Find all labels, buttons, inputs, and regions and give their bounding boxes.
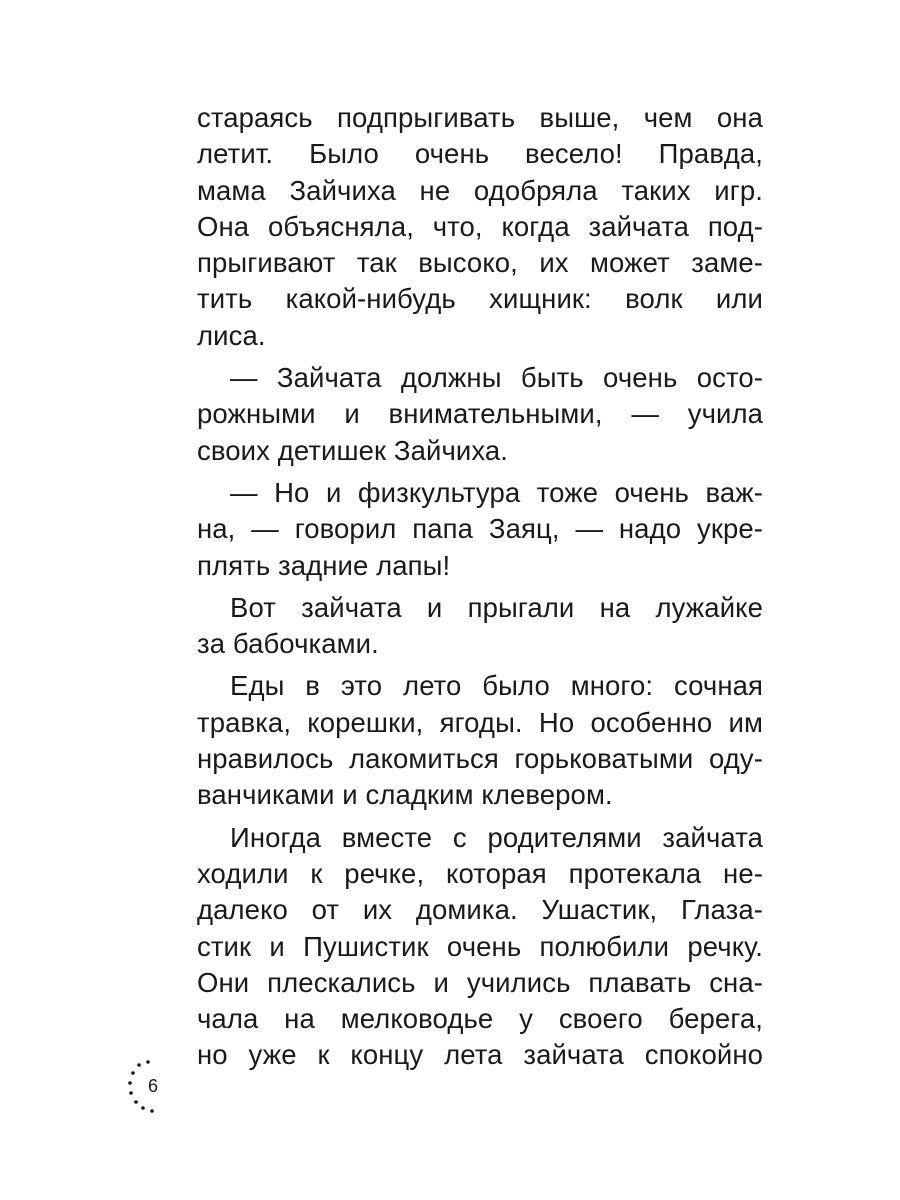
text-line: — Зайчата должны быть очень осто- [230, 362, 763, 394]
text-line: на, — говорил папа Заяц, — надо укре- [197, 513, 763, 545]
text-line: Она объясняла, что, когда зайчата под- [197, 210, 763, 242]
text-line: нравилось лакомиться горьковатыми оду- [197, 743, 763, 775]
text-line: — Но и физкультура тоже очень важ- [230, 476, 763, 508]
text-line: плять задние лапы! [197, 549, 451, 581]
paragraph [197, 475, 763, 584]
text-line: Вот зайчата и прыгали на лужайке [230, 591, 763, 623]
text-line: мама Зайчиха не одобряла таких игр. [197, 174, 763, 206]
text-line: стараясь подпрыгивать выше, чем она [197, 102, 763, 133]
text-line: своих детишек Зайчиха. [197, 434, 509, 466]
text-line: чала на мелководье у своего берега, [197, 1003, 763, 1035]
paragraph [197, 668, 763, 813]
text-line: прыгивают так высоко, их может заме- [197, 247, 763, 279]
text-line: ходили к речке, которая протекала не- [197, 857, 763, 889]
text-line: далеко от их домика. Ушастик, Глаза- [197, 894, 763, 926]
paragraph [197, 820, 763, 1074]
text-line: стик и Пушистик очень полюбили речку. [197, 930, 763, 962]
text-line: за бабочками. [197, 628, 379, 660]
text-line: тить какой-нибудь хищник: волк или [197, 283, 763, 315]
paragraph [197, 360, 763, 469]
text-line: Они плескались и учились плавать сна- [197, 966, 763, 998]
text-line: лиса. [197, 319, 266, 351]
paragraph [197, 590, 763, 663]
page-body-text [197, 100, 763, 1074]
text-line: ванчиками и сладким клевером. [197, 779, 613, 811]
text-line: Еды в это лето было много: сочная [230, 670, 763, 702]
page-number-ornament [122, 1056, 172, 1120]
text-line: но уже к концу лета зайчата спокойно [197, 1039, 763, 1071]
text-line: летит. Было очень весело! Правда, [197, 138, 763, 170]
text-line: рожными и внимательными, — учила [197, 398, 763, 430]
page-number: 6 [148, 1076, 159, 1096]
text-line: травка, корешки, ягоды. Но особенно им [197, 706, 763, 738]
paragraph [197, 100, 763, 354]
text-line: Иногда вместе с родителями зайчата [230, 821, 763, 853]
